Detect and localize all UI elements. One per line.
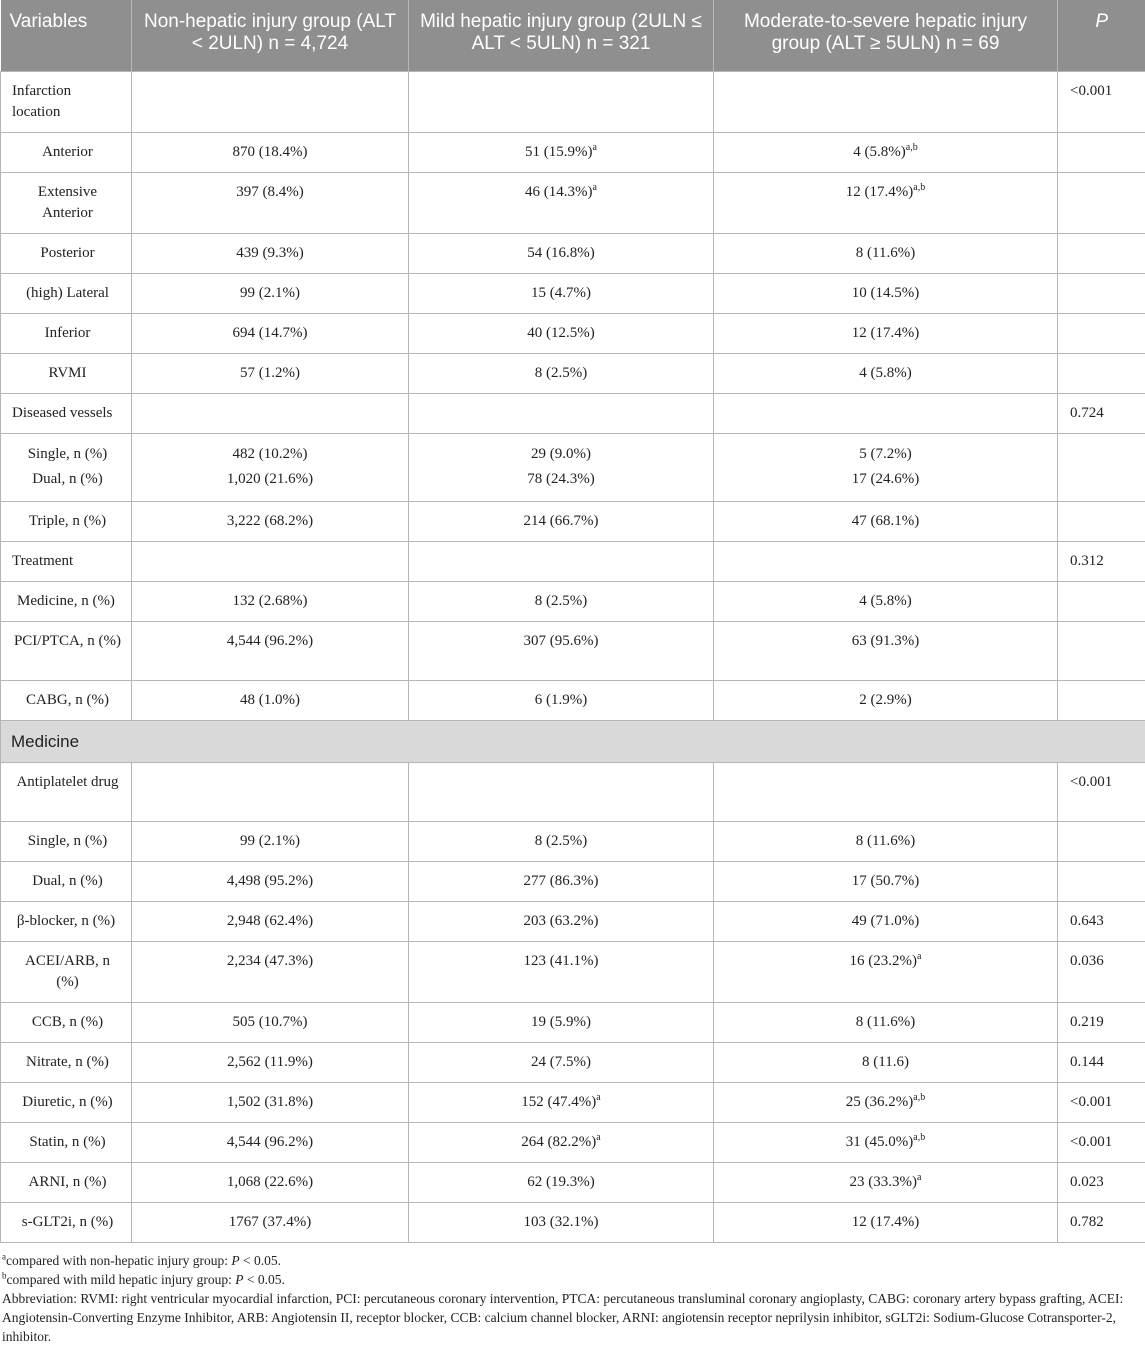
cell-g1: 482 (10.2%) 1,020 (21.6%) [132, 433, 409, 501]
cell-g2: 307 (95.6%) [409, 621, 714, 680]
cell-g1: 48 (1.0%) [132, 680, 409, 720]
row-label: ARNI, n (%) [1, 1162, 132, 1202]
cell-g2: 103 (32.1%) [409, 1202, 714, 1242]
cell-g3: 63 (91.3%) [714, 621, 1058, 680]
cell-g3: 4 (5.8%) [714, 581, 1058, 621]
table-row [1, 393, 1145, 433]
cell-g2: 8 (2.5%) [409, 821, 714, 861]
cell-g1: 57 (1.2%) [132, 353, 409, 393]
cell-g1: 505 (10.7%) [132, 1002, 409, 1042]
footnote-mark: a,b [913, 182, 925, 193]
row-label: Extensive Anterior [1, 172, 132, 233]
cell-g3: 17 (50.7%) [714, 861, 1058, 901]
cell-g2: 62 (19.3%) [409, 1162, 714, 1202]
p-value: 0.724 [1058, 393, 1145, 433]
section-title: Medicine [1, 720, 1145, 762]
cell-g2: 40 (12.5%) [409, 313, 714, 353]
cell-g2: 203 (63.2%) [409, 901, 714, 941]
cell-g1: 4,544 (96.2%) [132, 1122, 409, 1162]
cell-g3: 16 $(23.2\%)^a$ [714, 941, 1058, 1002]
table-row [1, 273, 1145, 313]
table-row [1, 1042, 1145, 1082]
row-label: CCB, n (%) [1, 1002, 132, 1042]
row-label: Triple, n (%) [1, 501, 132, 541]
cell-g1: 397 (8.4%) [132, 172, 409, 233]
row-label: Antiplatelet drug [1, 762, 132, 821]
cell-g1: 4,498 (95.2%) [132, 861, 409, 901]
header-moderate-severe-group: Moderate-to-severe hepatic injury group (ALT ≥ 5ULN) n = 69 [714, 0, 1058, 71]
table-row [1, 353, 1145, 393]
row-label: Statin, n (%) [1, 1122, 132, 1162]
cell-g2: 19 (5.9%) [409, 1002, 714, 1042]
table-row [1, 172, 1145, 233]
row-label: RVMI [1, 353, 132, 393]
p-value: <0.001 [1058, 1082, 1145, 1122]
cell-g2: 24 (7.5%) [409, 1042, 714, 1082]
footnote-mark: a,b [913, 1132, 925, 1143]
row-label: Diseased vessels [1, 393, 132, 433]
footnote-mark: a [917, 951, 921, 962]
footnote-mark: a,b [913, 1092, 925, 1103]
cell-g2: 8 (2.5%) [409, 353, 714, 393]
table-row [1, 581, 1145, 621]
row-label: Dual, n (%) [1, 861, 132, 901]
table-row [1, 762, 1145, 821]
row-label: Treatment [1, 541, 132, 581]
cell-g3: 5 (7.2%) 17 (24.6%) [714, 433, 1058, 501]
table-row [1, 501, 1145, 541]
footnote-b: $^b$compared with mild hepatic injury group: P < 0.05. [2, 1270, 1143, 1289]
cell-g2: 277 (86.3%) [409, 861, 714, 901]
p-value: 0.312 [1058, 541, 1145, 581]
cell-g1: 99 (2.1%) [132, 273, 409, 313]
cell-g3: 47 (68.1%) [714, 501, 1058, 541]
cell-g2: 46 $(14.3\%)^a$ [409, 172, 714, 233]
p-value: <0.001 [1058, 71, 1145, 132]
table-row [1, 821, 1145, 861]
row-label: s-GLT2i, n (%) [1, 1202, 132, 1242]
cell-g2: 6 (1.9%) [409, 680, 714, 720]
table-row [1, 541, 1145, 581]
cell-g3: 8 (11.6%) [714, 821, 1058, 861]
cell-g3: 49 (71.0%) [714, 901, 1058, 941]
row-label: Single, n (%) [1, 821, 132, 861]
cell-g1: 3,222 (68.2%) [132, 501, 409, 541]
footnote-mark: a [593, 182, 597, 193]
row-label: Nitrate, n (%) [1, 1042, 132, 1082]
cell-g3: 23 $(33.3\%)^a$ [714, 1162, 1058, 1202]
cell-g2: 51 $(15.9\%)^a$ [409, 132, 714, 172]
table-row [1, 1082, 1145, 1122]
cell-g1: 2,234 (47.3%) [132, 941, 409, 1002]
cell-g3: 8 (11.6) [714, 1042, 1058, 1082]
table-row [1, 313, 1145, 353]
table-header [1, 0, 1145, 71]
cell-g3: 31 $(45.0\%)^{a,b}$ [714, 1122, 1058, 1162]
cell-g3: 12 $(17.4\%)^{a,b}$ [714, 172, 1058, 233]
cell-g3: 4 $(5.8\%)^{a,b}$ [714, 132, 1058, 172]
p-value: <0.001 [1058, 762, 1145, 821]
table-row [1, 1002, 1145, 1042]
cell-g3: 10 (14.5%) [714, 273, 1058, 313]
cell-g3: 2 (2.9%) [714, 680, 1058, 720]
cell-g1: 1,068 (22.6%) [132, 1162, 409, 1202]
table-row [1, 680, 1145, 720]
cell-g1: 1767 (37.4%) [132, 1202, 409, 1242]
cell-g1: 439 (9.3%) [132, 233, 409, 273]
p-value: 0.782 [1058, 1202, 1145, 1242]
cell-g2: 123 (41.1%) [409, 941, 714, 1002]
header-p-value: P [1058, 0, 1145, 71]
cell-g1: 99 (2.1%) [132, 821, 409, 861]
cell-g2: 8 (2.5%) [409, 581, 714, 621]
p-value: 0.144 [1058, 1042, 1145, 1082]
row-label: PCI/PTCA, n (%) [1, 621, 132, 680]
cell-g2: 54 (16.8%) [409, 233, 714, 273]
footnote-mark: a [596, 1132, 600, 1143]
table-row [1, 621, 1145, 680]
row-label: Inferior [1, 313, 132, 353]
table-row [1, 861, 1145, 901]
footnote-mark: a [917, 1172, 921, 1183]
p-value: 0.219 [1058, 1002, 1145, 1042]
row-label: Infarction location [1, 71, 132, 132]
cell-g3: 25 $(36.2\%)^{a,b}$ [714, 1082, 1058, 1122]
cell-g3: 8 (11.6%) [714, 233, 1058, 273]
cell-g2: 29 (9.0%) 78 (24.3%) [409, 433, 714, 501]
cell-g1: 694 (14.7%) [132, 313, 409, 353]
cell-g2: 214 (66.7%) [409, 501, 714, 541]
row-label: (high) Lateral [1, 273, 132, 313]
cell-g1: 2,948 (62.4%) [132, 901, 409, 941]
row-label: β-blocker, n (%) [1, 901, 132, 941]
section-header [1, 720, 1145, 762]
cell-g3: 4 (5.8%) [714, 353, 1058, 393]
table-row [1, 941, 1145, 1002]
p-value: 0.643 [1058, 901, 1145, 941]
header-non-hepatic-group: Non-hepatic injury group (ALT < 2ULN) n = 4,724 [132, 0, 409, 71]
abbreviation-note: Abbreviation: RVMI: right ventricular myocardial infarction, PCI: percutaneous coronary intervention, PTCA: percutaneous transluminal coronary angioplasty, CABG: coronary artery bypass grafting, ACEI: Angiotensin-Converting Enzyme Inhibitor, ARB: Angiotensin II, receptor blocker, CCB: calcium channel blocker, ARNI: angiotensin receptor neprilysin inhibitor, sGLT2i: Sodium-Glucose Cotransporter-2, inhibitor. [2, 1289, 1143, 1346]
footnote-mark: a [593, 142, 597, 153]
table-row [1, 1122, 1145, 1162]
cell-g3: 8 (11.6%) [714, 1002, 1058, 1042]
footnote-mark: a [596, 1092, 600, 1103]
cell-g2: 152 $(47.4\%)^a$ [409, 1082, 714, 1122]
cell-g1: 2,562 (11.9%) [132, 1042, 409, 1082]
cell-g2: 264 $(82.2\%)^a$ [409, 1122, 714, 1162]
table-row [1, 233, 1145, 273]
p-value: 0.036 [1058, 941, 1145, 1002]
table-row [1, 132, 1145, 172]
row-label: Diuretic, n (%) [1, 1082, 132, 1122]
table-row [1, 901, 1145, 941]
row-label: CABG, n (%) [1, 680, 132, 720]
table-row [1, 71, 1145, 132]
table-row [1, 1162, 1145, 1202]
p-value: <0.001 [1058, 1122, 1145, 1162]
row-label: Anterior [1, 132, 132, 172]
footnote-mark: a,b [906, 142, 918, 153]
row-label: Single, n (%) Dual, n (%) [1, 433, 132, 501]
p-value: 0.023 [1058, 1162, 1145, 1202]
header-mild-hepatic-group: Mild hepatic injury group (2ULN ≤ ALT < 5ULN) n = 321 [409, 0, 714, 71]
row-label: Medicine, n (%) [1, 581, 132, 621]
table-row [1, 1202, 1145, 1242]
table-row [1, 433, 1145, 501]
cell-g1: 870 (18.4%) [132, 132, 409, 172]
footnote-a: $^a$compared with non-hepatic injury group: P < 0.05. [2, 1251, 1143, 1270]
row-label: ACEI/ARB, n (%) [1, 941, 132, 1002]
cell-g1: 1,502 (31.8%) [132, 1082, 409, 1122]
cell-g2: 15 (4.7%) [409, 273, 714, 313]
row-label: Posterior [1, 233, 132, 273]
cell-g1: 132 (2.68%) [132, 581, 409, 621]
cell-g3: 12 (17.4%) [714, 1202, 1058, 1242]
table-footnotes [0, 1243, 1145, 1346]
header-variables: Variables [1, 0, 132, 71]
cell-g3: 12 (17.4%) [714, 313, 1058, 353]
cell-g1: 4,544 (96.2%) [132, 621, 409, 680]
